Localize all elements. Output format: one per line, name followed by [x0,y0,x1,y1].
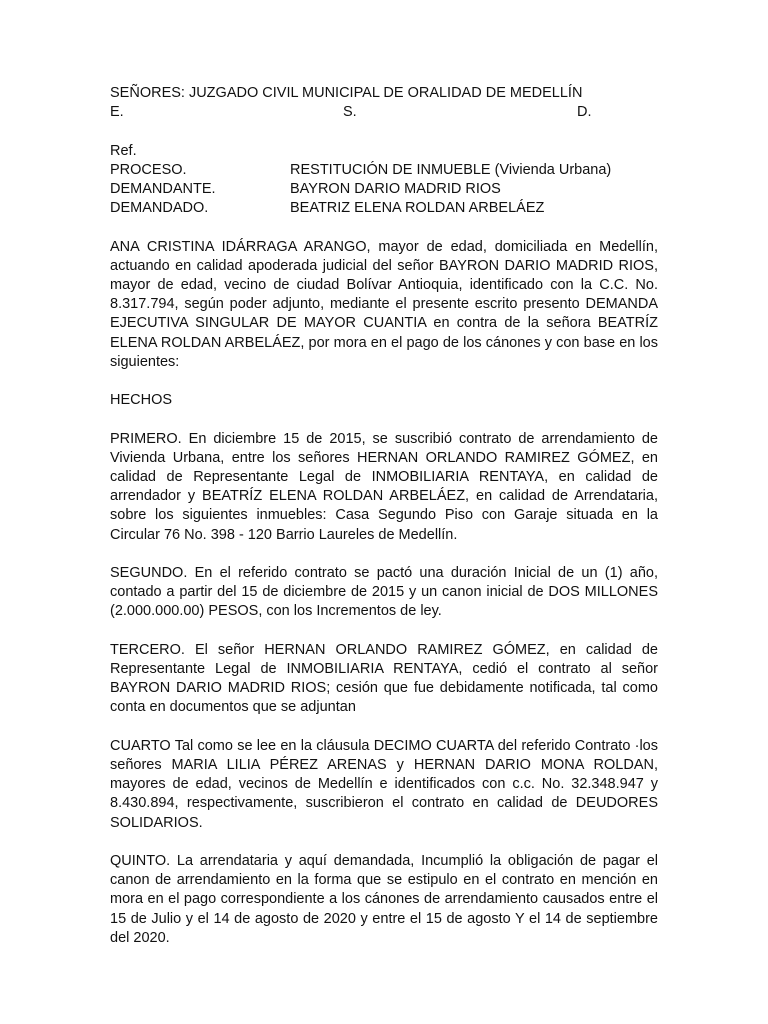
fact-paragraph-cuarto: CUARTO Tal como se lee en la cláusula DECIMO CUARTA del referido Contrato ·los señores MARIA LILIA PÉREZ ARENAS y HERNAN DARIO MONA ROLDAN, mayores de edad, vecinos de Medellín e identificados con c.c. No. 32.348.947 y 8.430.894, respectivamente, suscribieron el contrato en calidad de DEUDORES SOLIDARIOS. [110,737,658,831]
reference-key: DEMANDADO. [110,200,209,217]
esd-line [110,103,658,122]
esd-s: S. [343,104,357,121]
fact-paragraph-primero: PRIMERO. En diciembre 15 de 2015, se suscribió contrato de arrendamiento de Vivienda Urbana, entre los señores HERNAN ORLANDO RAMIREZ GÓMEZ, en calidad de Representante Legal de INMOBILIARIA RENTAYA, en calidad de arrendador y BEATRÍZ ELENA ROLDAN ARBELÁEZ, en calidad de Arrendataria, sobre los siguientes inmuebles: Casa Segundo Piso con Garaje situada en la Circular 76 No. 398 - 120 Barrio Laureles de Medellín. [110,430,658,543]
reference-row-demandante [110,180,658,199]
reference-row-proceso [110,161,658,180]
reference-key: PROCESO. [110,161,187,178]
section-title: HECHOS [110,392,173,409]
reference-value: BAYRON DARIO MADRID RIOS [290,180,501,197]
reference-value: BEATRIZ ELENA ROLDAN ARBELÁEZ [290,200,545,217]
fact-paragraph-tercero: TERCERO. El señor HERNAN ORLANDO RAMIREZ GÓMEZ, en calidad de Representante Legal de INMOBILIARIA RENTAYA, cedió el contrato al señor BAYRON DARIO MADRID RIOS; cesión que fue debidamente notificada, tal como conta en documentos que se adjuntan [110,641,658,716]
reference-value: RESTITUCIÓN DE INMUEBLE (Vivienda Urbana) [290,161,612,178]
fact-paragraph-quinto: QUINTO. La arrendataria y aquí demandada, Incumplió la obligación de pagar el canon de arrendamiento en la forma que se estipulo en el contrato en mención en mora en el pago correspondiente a los cánones de arrendamiento causados entre el 15 de Julio y el 14 de agosto de 2020 y entre el 15 de agosto Y el 14 de septiembre del 2020. [110,852,658,946]
reference-key: DEMANDANTE. [110,180,216,197]
intro-paragraph: ANA CRISTINA IDÁRRAGA ARANGO, mayor de edad, domiciliada en Medellín, actuando en calidad apoderada judicial del señor BAYRON DARIO MADRID RIOS, mayor de edad, vecino de ciudad Bolívar Antioquia, identificado con la C.C. No. 8.317.794, según poder adjunto, mediante el presente escrito presento DEMANDA EJECUTIVA SINGULAR DE MAYOR CUANTIA en contra de la señora BEATRÍZ ELENA ROLDAN ARBELÁEZ, por mora en el pago de los cánones y con base en los siguientes: [110,238,658,370]
esd-e: E. [110,104,124,121]
fact-paragraph-segundo: SEGUNDO. En el referido contrato se pactó una duración Inicial de un (1) año, contado a partir del 15 de diciembre de 2015 y un canon inicial de DOS MILLONES (2.000.000.00) PESOS, con los Incrementos de ley. [110,564,658,620]
document-body [110,84,658,948]
addressee-line: SEÑORES: JUZGADO CIVIL MUNICIPAL DE ORALIDAD DE MEDELLÍN [110,85,583,101]
reference-label: Ref. [110,142,137,159]
esd-d: D. [577,104,592,121]
reference-row-demandado [110,199,658,218]
